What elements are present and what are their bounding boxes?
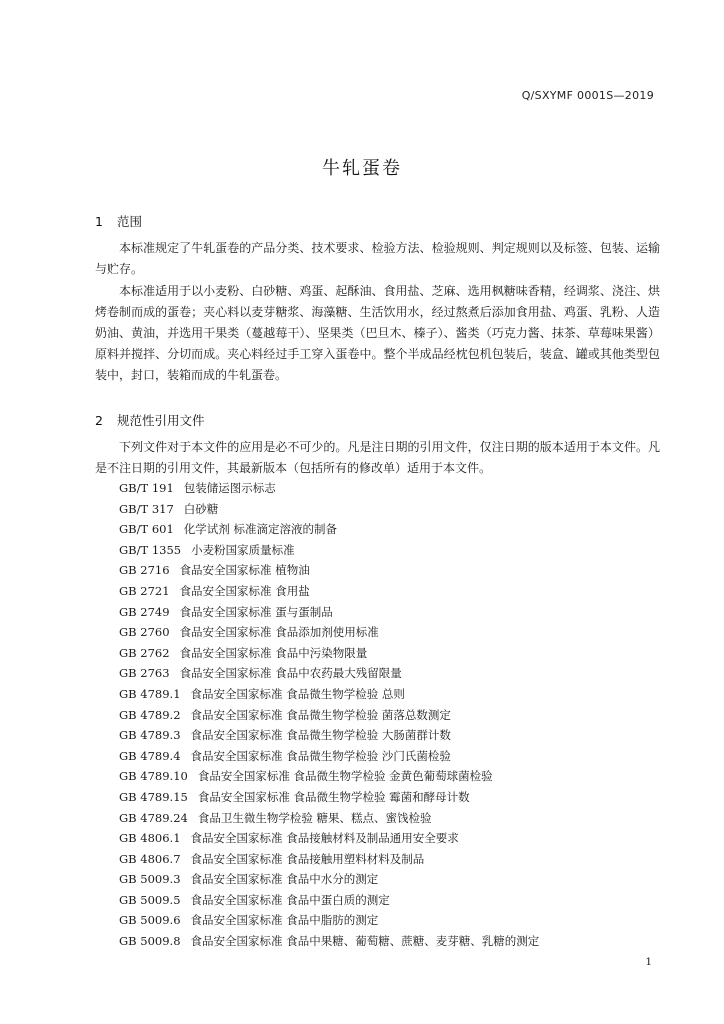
scope-paragraph-2: 本标准适用于以小麦粉、白砂糖、鸡蛋、起酥油、食用盐、芝麻、选用枫糖味香精，经调浆、浇注、烘烤卷制而成的蛋卷；夹心料以麦芽糖浆、海藻糖、生活饮用水，经过熬煮后添加食用盐、鸡蛋、乳粉、人造奶油、黄油，并选用干果类（蔓越莓干）、坚果类（巴旦木、榛子）、酱类（巧克力酱、抹茶、草莓味果酱）原料并搅拌、分切而成。夹心料经过手工穿入蛋卷中。整个半成品经枕包机包装后，装盒、罐或其他类型包装中，封口，装箱而成的牛轧蛋卷。: [95, 284, 660, 382]
document-title: 牛轧蛋卷: [322, 158, 402, 179]
reference-item: [119, 746, 539, 767]
reference-code: GB 4806.7: [119, 851, 181, 866]
reference-item: [119, 581, 539, 602]
references-intro-paragraph: 下列文件对于本文件的应用是必不可少的。凡是注日期的引用文件，仅注日期的版本适用于本文件。凡是不注日期的引用文件，其最新版本（包括所有的修改单）适用于本文件。: [95, 440, 660, 475]
reference-code: GB/T 601: [119, 522, 174, 537]
reference-code: GB 4789.15: [119, 789, 188, 804]
reference-name: 食品安全国家标准 食品中水分的测定: [190, 872, 379, 887]
reference-code: GB 4789.24: [119, 810, 188, 825]
reference-code: GB 4789.4: [119, 748, 181, 763]
reference-name: 食品安全国家标准 食品微生物学检验 菌落总数测定: [190, 707, 451, 722]
reference-name: 食品安全国家标准 食品微生物学检验 大肠菌群计数: [190, 728, 451, 743]
reference-name: 食品安全国家标准 食品中果糖、葡萄糖、蔗糖、麦芽糖、乳糖的测定: [190, 934, 540, 949]
reference-name: 食品安全国家标准 食品微生物学检验 沙门氏菌检验: [190, 748, 451, 763]
standard-code: Q/SXYMF 0001S—2019: [521, 89, 654, 102]
reference-item: [119, 684, 539, 705]
reference-item: [119, 890, 539, 911]
reference-item: [119, 869, 539, 890]
reference-name: 食品安全国家标准 食品中蛋白质的测定: [190, 892, 390, 907]
reference-item: [119, 540, 539, 561]
reference-name: 食品安全国家标准 食品中污染物限量: [179, 645, 368, 660]
reference-name: 食品安全国家标准 食用盐: [179, 583, 310, 598]
section-1-heading: [95, 212, 142, 230]
reference-code: GB 2721: [119, 583, 170, 598]
reference-code: GB 2760: [119, 625, 170, 640]
reference-item: [119, 478, 539, 499]
reference-code: GB/T 317: [119, 501, 174, 516]
reference-item: [119, 560, 539, 581]
reference-item: [119, 725, 539, 746]
reference-name: 食品卫生微生物学检验 糖果、糕点、蜜饯检验: [197, 810, 432, 825]
normative-references-list: [119, 478, 539, 952]
reference-item: [119, 519, 539, 540]
reference-code: GB 4789.1: [119, 686, 181, 701]
reference-name: 食品安全国家标准 植物油: [179, 563, 310, 578]
reference-name: 食品安全国家标准 食品中农药最大残留限量: [179, 666, 402, 681]
reference-item: [119, 808, 539, 829]
reference-name: 食品安全国家标准 蛋与蛋制品: [179, 604, 333, 619]
reference-code: GB 2749: [119, 604, 170, 619]
reference-name: 食品安全国家标准 食品中脂肪的测定: [190, 913, 379, 928]
reference-item: [119, 828, 539, 849]
reference-code: GB 5009.3: [119, 872, 181, 887]
reference-item: [119, 849, 539, 870]
section-2-number: 2: [95, 413, 103, 428]
section-2-title: 规范性引用文件: [117, 413, 205, 428]
reference-code: GB 4789.2: [119, 707, 181, 722]
reference-name: 小麦粉国家质量标准: [191, 542, 295, 557]
reference-name: 食品安全国家标准 食品接触材料及制品通用安全要求: [190, 831, 459, 846]
page-number: 1: [645, 956, 652, 968]
scope-paragraph-1: 本标准规定了牛轧蛋卷的产品分类、技术要求、检验方法、检验规则、判定规则以及标签、包装、运输与贮存。: [95, 241, 660, 276]
reference-item: [119, 499, 539, 520]
reference-code: GB 4789.3: [119, 728, 181, 743]
section-1-title: 范围: [117, 214, 143, 229]
reference-item: [119, 705, 539, 726]
reference-item: [119, 663, 539, 684]
reference-code: GB 4806.1: [119, 831, 181, 846]
reference-name: 化学试剂 标准滴定溶液的制备: [183, 522, 337, 537]
reference-name: 食品安全国家标准 食品微生物学检验 霉菌和酵母计数: [197, 789, 470, 804]
reference-code: GB 4789.10: [119, 769, 188, 784]
reference-name: 食品安全国家标准 食品微生物学检验 总则: [190, 686, 405, 701]
reference-code: GB 2763: [119, 666, 170, 681]
reference-code: GB 5009.5: [119, 892, 181, 907]
reference-name: 白砂糖: [183, 501, 219, 516]
reference-code: GB/T 191: [119, 481, 174, 495]
section-1-number: 1: [95, 214, 103, 229]
reference-name: 食品安全国家标准 食品微生物学检验 金黄色葡萄球菌检验: [197, 769, 493, 784]
reference-code: GB 2716: [119, 563, 170, 578]
reference-name: 包装储运图示标志: [183, 481, 276, 495]
reference-item: [119, 602, 539, 623]
reference-code: GB 5009.6: [119, 913, 181, 928]
reference-code: GB/T 1355: [119, 542, 182, 557]
reference-item: [119, 787, 539, 808]
reference-code: GB 5009.8: [119, 934, 181, 949]
reference-item: [119, 931, 539, 952]
reference-name: 食品安全国家标准 食品添加剂使用标准: [179, 625, 379, 640]
reference-code: GB 2762: [119, 645, 170, 660]
reference-item: [119, 643, 539, 664]
reference-name: 食品安全国家标准 食品接触用塑料材料及制品: [190, 851, 425, 866]
section-2-heading: [95, 411, 205, 429]
reference-item: [119, 910, 539, 931]
reference-item: [119, 766, 539, 787]
reference-item: [119, 622, 539, 643]
